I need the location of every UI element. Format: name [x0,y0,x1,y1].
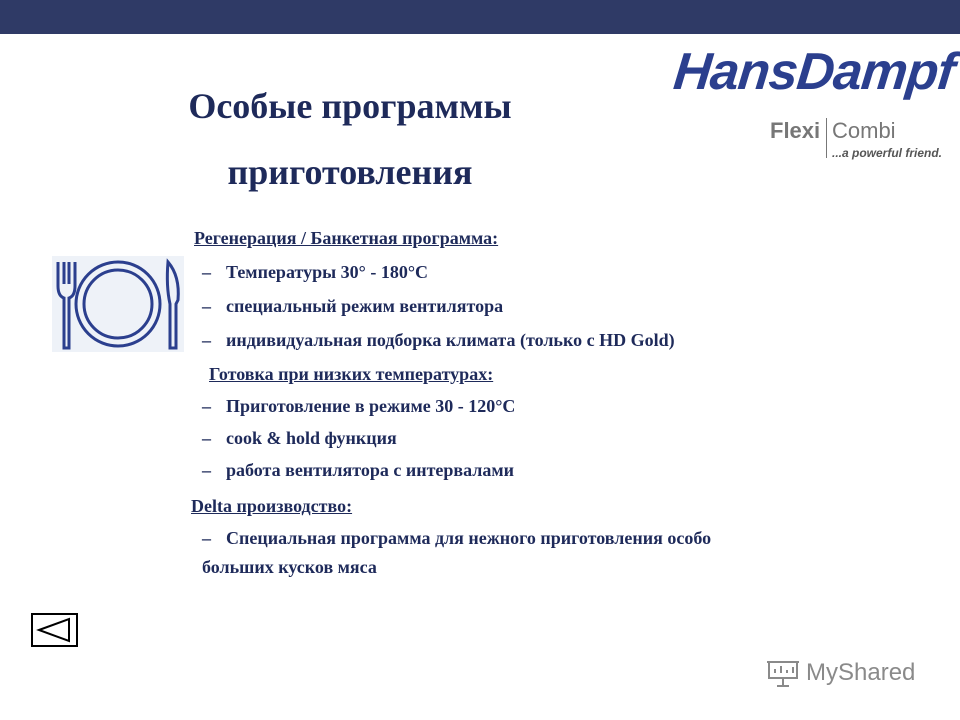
watermark [766,656,915,690]
section-heading-low-temperature: Готовка при низких температурах: [209,364,494,384]
logo-separator [826,118,827,158]
list-item-text: Приготовление в режиме 30 - 120°C [226,396,516,416]
slide-title-line2: приготовления [227,152,473,192]
list-item [202,428,397,449]
list-item-text: cook & hold функция [226,428,397,448]
back-button[interactable] [31,613,78,647]
logo-wordmark: HansDampf [670,43,958,101]
list-item-text: индивидуальная подборка климата (только с HD Gold) [226,330,675,350]
list-item [202,296,503,317]
logo-flexi: Flexi [770,118,821,143]
section-heading-regeneration: Регенерация / Банкетная программа: [194,228,499,248]
presentation-icon [766,658,800,688]
watermark-text: MyShared [806,659,916,686]
bullet-dash: – [202,396,211,416]
list-item-continuation: больших кусков мяса [202,557,377,577]
list-item [202,460,514,481]
list-item [202,330,675,351]
top-bar [0,0,960,34]
hansdampf-logo [646,38,958,168]
list-item [202,396,515,417]
list-item [202,528,711,549]
logo-slogan: ...a powerful friend. [832,146,943,160]
bullet-dash: – [202,330,211,350]
list-item-text: работа вентилятора с интервалами [226,460,515,480]
list-item-text: специальный режим вентилятора [226,296,504,316]
slide-title-line1: Особые программы [188,86,512,126]
back-triangle-icon [33,615,76,645]
list-item-text: Специальная программа для нежного приготовления особо [226,528,712,548]
bullet-dash: – [202,460,211,480]
cutlery-icon [52,256,184,352]
list-item-text: Температуры 30° - 180°C [226,262,429,282]
bullet-dash: – [202,528,211,548]
section-heading-delta: Delta производство: [191,496,353,516]
logo-combi: Combi [832,118,896,143]
bullet-dash: – [202,296,211,316]
list-item [202,262,428,283]
bullet-dash: – [202,428,211,448]
bullet-dash: – [202,262,211,282]
